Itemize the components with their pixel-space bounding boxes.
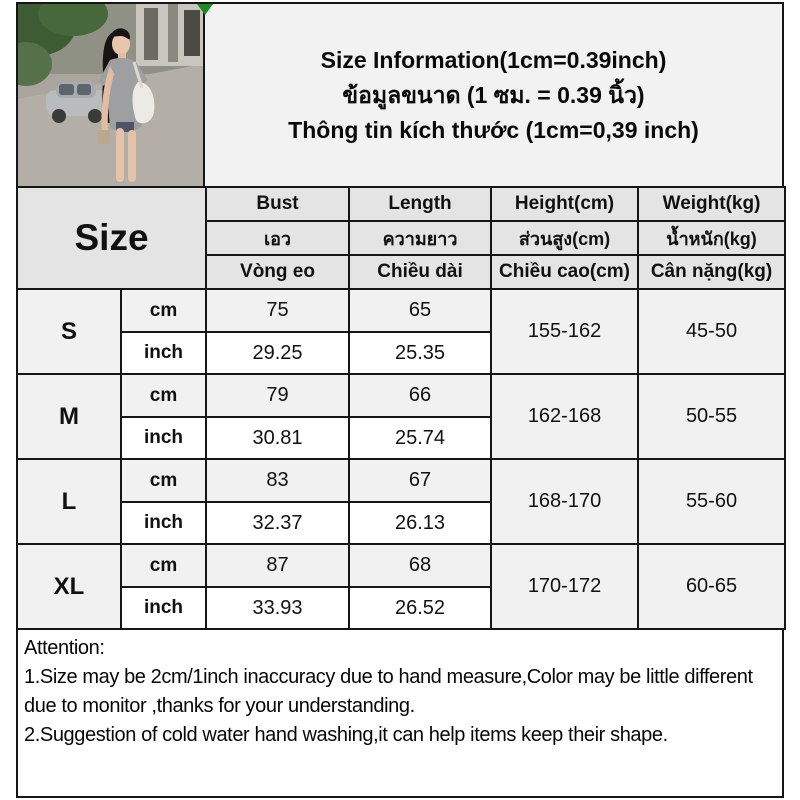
col-header-length-en: Length — [349, 187, 491, 221]
col-header-bust-en: Bust — [206, 187, 349, 221]
header-row-english — [17, 187, 785, 221]
col-header-bust-th: เอว — [206, 221, 349, 255]
s-length-inch: 25.35 — [349, 332, 491, 374]
s-weight: 45-50 — [638, 289, 785, 374]
title-cell — [203, 2, 784, 188]
col-header-weight-th: น้ำหนัก(kg) — [638, 221, 785, 255]
size-label-m: M — [17, 374, 121, 459]
size-table — [16, 186, 786, 630]
m-length-cm: 66 — [349, 374, 491, 417]
xl-bust-cm: 87 — [206, 544, 349, 587]
product-photo — [16, 2, 205, 188]
col-header-bust-vi: Vòng eo — [206, 255, 349, 289]
col-header-length-th: ความยาว — [349, 221, 491, 255]
size-label-xl: XL — [17, 544, 121, 629]
col-header-weight-en: Weight(kg) — [638, 187, 785, 221]
m-height: 162-168 — [491, 374, 638, 459]
photo-illustration — [18, 4, 203, 186]
m-bust-inch: 30.81 — [206, 417, 349, 459]
s-bust-cm: 75 — [206, 289, 349, 332]
unit-inch: inch — [121, 332, 206, 374]
size-label-s: S — [17, 289, 121, 374]
title-thai: ข้อมูลขนาด (1 ซม. = 0.39 นิ้ว) — [342, 81, 645, 108]
size-label-l: L — [17, 459, 121, 544]
top-row — [16, 2, 784, 188]
col-header-weight-vi: Cân nặng(kg) — [638, 255, 785, 289]
m-length-inch: 25.74 — [349, 417, 491, 459]
l-bust-inch: 32.37 — [206, 502, 349, 544]
unit-inch: inch — [121, 417, 206, 459]
xl-bust-inch: 33.93 — [206, 587, 349, 629]
unit-inch: inch — [121, 587, 206, 629]
l-length-cm: 67 — [349, 459, 491, 502]
green-corner-flag-icon — [197, 4, 213, 15]
m-bust-cm: 79 — [206, 374, 349, 417]
m-weight: 50-55 — [638, 374, 785, 459]
table-row-xl-cm — [17, 544, 785, 587]
l-height: 168-170 — [491, 459, 638, 544]
size-chart-sheet — [16, 2, 784, 798]
l-weight: 55-60 — [638, 459, 785, 544]
col-header-length-vi: Chiều dài — [349, 255, 491, 289]
unit-cm: cm — [121, 544, 206, 587]
xl-weight: 60-65 — [638, 544, 785, 629]
xl-height: 170-172 — [491, 544, 638, 629]
table-row-m-cm — [17, 374, 785, 417]
table-row-s-cm — [17, 289, 785, 332]
attention-box — [16, 628, 784, 798]
col-header-height-en: Height(cm) — [491, 187, 638, 221]
unit-cm: cm — [121, 289, 206, 332]
title-english: Size Information(1cm=0.39inch) — [320, 46, 667, 73]
s-bust-inch: 29.25 — [206, 332, 349, 374]
l-bust-cm: 83 — [206, 459, 349, 502]
unit-inch: inch — [121, 502, 206, 544]
xl-length-cm: 68 — [349, 544, 491, 587]
col-header-height-th: ส่วนสูง(cm) — [491, 221, 638, 255]
unit-cm: cm — [121, 459, 206, 502]
attention-note-2: 2.Suggestion of cold water hand washing,it can help items keep their shape. — [24, 724, 668, 746]
title-vietnamese: Thông tin kích thước (1cm=0,39 inch) — [288, 116, 699, 143]
xl-length-inch: 26.52 — [349, 587, 491, 629]
attention-note-1: 1.Size may be 2cm/1inch inaccuracy due to hand measure,Color may be little different due to monitor ,thanks for your understanding. — [24, 666, 753, 717]
size-corner-header: Size — [17, 187, 206, 289]
col-header-height-vi: Chiều cao(cm) — [491, 255, 638, 289]
attention-heading: Attention: — [24, 637, 105, 659]
unit-cm: cm — [121, 374, 206, 417]
table-row-l-cm — [17, 459, 785, 502]
s-height: 155-162 — [491, 289, 638, 374]
s-length-cm: 65 — [349, 289, 491, 332]
l-length-inch: 26.13 — [349, 502, 491, 544]
